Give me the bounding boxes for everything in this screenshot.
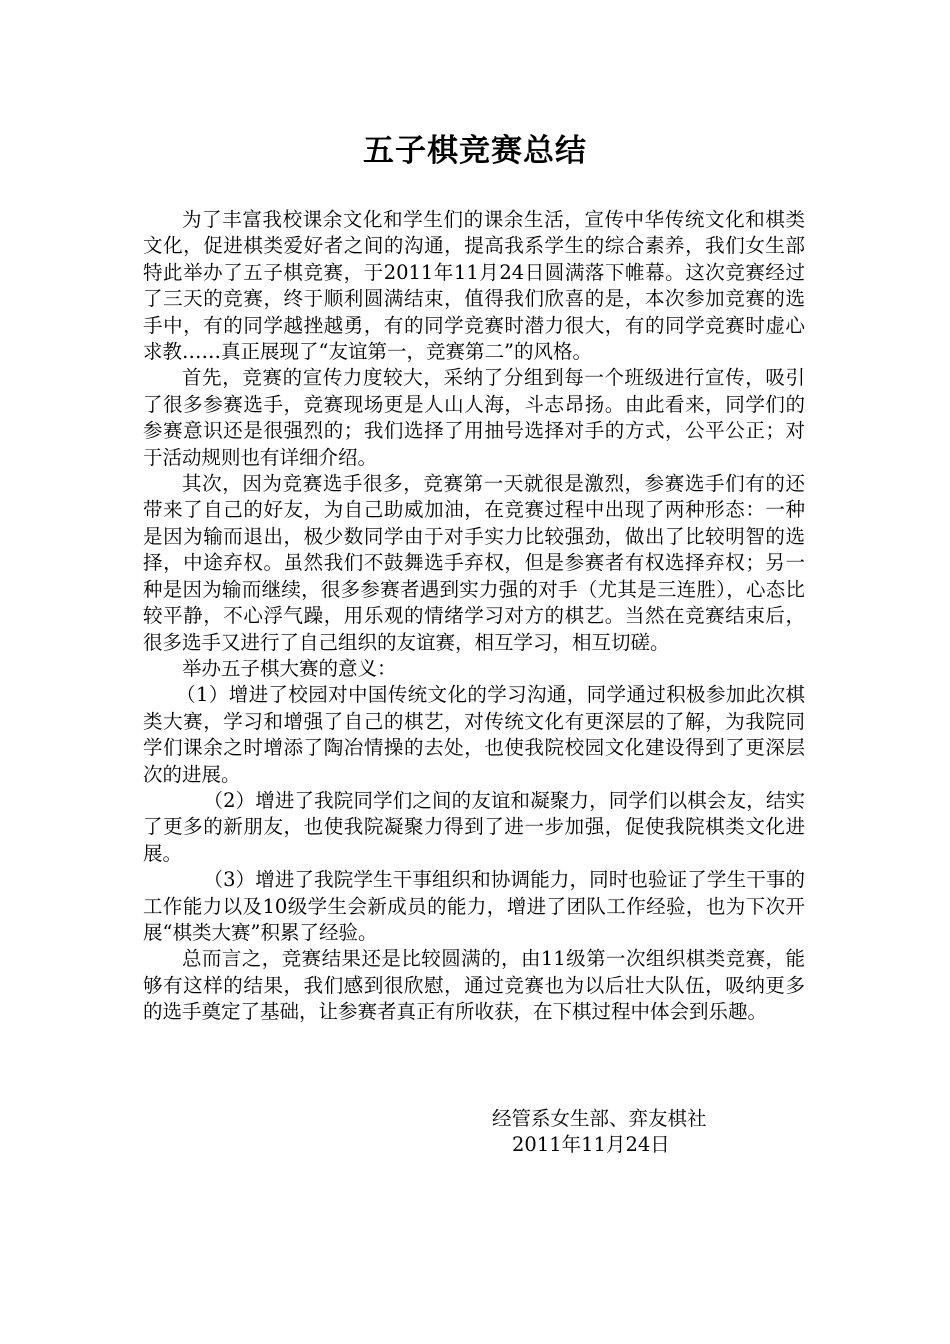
paragraph-intro: 为了丰富我校课余文化和学生们的课余生活，宣传中华传统文化和棋类文化，促进棋类爱好者之间的沟通，提高我系学生的综合素养，我们女生部特此举办了五子棋竞赛，于2011年11月24日圆满落下帷幕。这次竞赛经过了三天的竞赛，终于顺利圆满结束，值得我们欣喜的是，本次参加竞赛的选手中，有的同学越挫越勇，有的同学竞赛时潜力很大，有的同学竞赛时虚心求教……真正展现了“友谊第一，竞赛第二”的风格。 [143, 208, 805, 364]
paragraph-conclusion: 总而言之，竞赛结果还是比较圆满的，由11级第一次组织棋类竞赛，能够有这样的结果，我们感到很欣慰，通过竞赛也为以后壮大队伍，吸纳更多的选手奠定了基础，让参赛者真正有所收获，在下棋过程中体会到乐趣。 [143, 947, 805, 1024]
paragraph-significance-heading: 举办五子棋大赛的意义： [182, 656, 397, 680]
paragraph-item-1: （1）增进了校园对中国传统文化的学习沟通，同学通过积极参加此次棋类大赛，学习和增强了自己的棋艺，对传统文化有更深层的了解，为我院同学们课余之时增添了陶冶情操的去处，也使我院校园文化建设得到了更深层次的进展。 [143, 683, 805, 786]
paragraph-second: 其次，因为竞赛选手很多，竞赛第一天就很是激烈，参赛选手们有的还带来了自己的好友，为自己助威加油，在竞赛过程中出现了两种形态：一种是因为输而退出，极少数同学由于对手实力比较强劲，做出了比较明智的选择，中途弃权。虽然我们不鼓舞选手弃权，但是参赛者有权选择弃权；另一种是因为输而继续，很多参赛者遇到实力强的对手（尤其是三连胜），心态比较平静，不心浮气躁，用乐观的情绪学习对方的棋艺。当然在竞赛结束后，很多选手又进行了自己组织的友谊赛，相互学习，相互切磋。 [143, 472, 805, 654]
paragraph-first: 首先，竞赛的宣传力度较大，采纳了分组到每一个班级进行宣传，吸引了很多参赛选手，竞赛现场更是人山人海，斗志昂扬。由此看来，同学们的参赛意识还是很强烈的；我们选择了用抽号选择对手的方式，公平公正；对于活动规则也有详细介绍。 [143, 366, 805, 469]
paragraph-item-3: （3）增进了我院学生干事组织和协调能力，同时也验证了学生干事的工作能力以及10级学生会新成员的能力，增进了团队工作经验，也为下次开展“棋类大赛”积累了经验。 [143, 868, 805, 944]
signature-org: 经管系女生部、弈友棋社 [492, 1107, 707, 1130]
document-body [143, 207, 805, 1026]
paragraph-item-2: （2）增进了我院同学们之间的友谊和凝聚力，同学们以棋会友，结实了更多的新朋友，也使我院凝聚力得到了进一步加强，促使我院棋类文化进展。 [143, 788, 805, 865]
signature-date: 2011年11月24日 [512, 1133, 670, 1156]
signature-block [492, 1106, 707, 1158]
document-title: 五子棋竞赛总结 [363, 133, 587, 169]
